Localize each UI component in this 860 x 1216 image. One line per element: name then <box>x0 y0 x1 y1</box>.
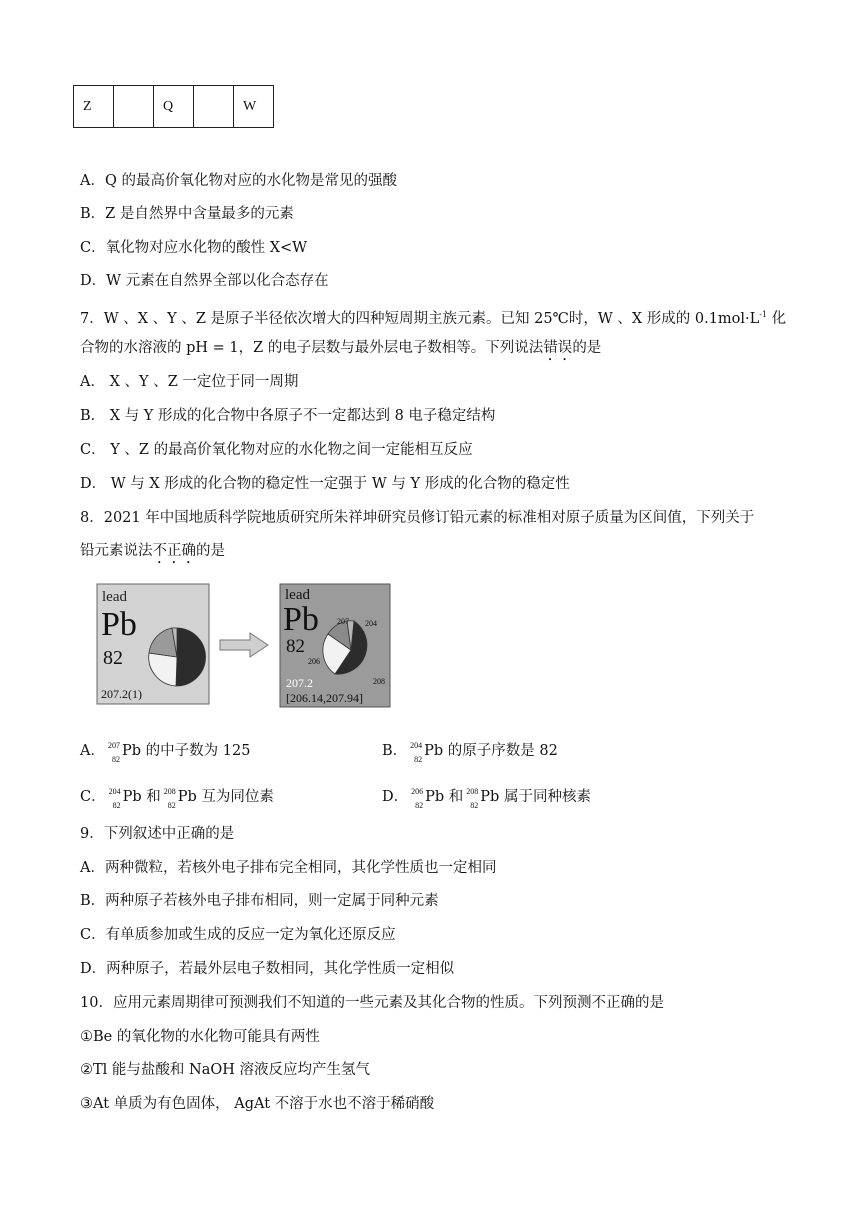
q6-option-d: D．W 元素在自然界全部以化合态存在 <box>80 273 329 289</box>
q8-stem-text: 铅元素说法 <box>80 543 153 559</box>
q7-stem-line1 <box>80 305 786 329</box>
q7-option-d: D． W 与 X 形成的化合物的稳定性一定强于 W 与 Y 形成的化合物的稳定性 <box>80 476 570 492</box>
q9-option-c: C．有单质参加或生成的反应一定为氧化还原反应 <box>80 927 396 943</box>
q8-option-c <box>80 786 274 810</box>
q6-option-a: A．Q 的最高价氧化物对应的水化物是常见的强酸 <box>80 173 397 189</box>
option-letter: D． <box>382 789 409 805</box>
mass-number: 206 <box>411 787 424 796</box>
q7-emphasis: 错误 <box>543 340 573 356</box>
right-card-mass: 207.2 <box>286 676 313 690</box>
atomic-number: 82 <box>470 801 479 810</box>
q7-option-c: C． Y 、Z 的最高价氧化物对应的水化物之间一定能相互反应 <box>80 442 473 458</box>
isotope-notation <box>463 786 479 810</box>
q8-option-a <box>80 740 251 764</box>
q10-item-3: ③At 单质为有色固体， AgAt 不溶于水也不溶于稀硝酸 <box>80 1096 435 1112</box>
isotope-notation <box>106 786 121 810</box>
left-card-name: lead <box>102 589 127 605</box>
mass-number: 208 <box>466 787 479 796</box>
q7-stem-text: 7．W 、X 、Y 、Z 是原子半径依次增大的四种短周期主族元素。已知 25℃时，W 、X 形成的 0.1mol·L <box>80 311 760 327</box>
right-card-symbol: Pb <box>283 601 319 638</box>
q8-emphasis: 不正确 <box>152 543 196 559</box>
q8-stem-line2 <box>80 541 225 567</box>
table-cell-w: W <box>234 86 274 128</box>
left-pie-chart <box>149 628 206 686</box>
option-text: Pb 属于同种核素 <box>480 789 591 805</box>
q7-option-b: B． X 与 Y 形成的化合物中各原子不一定都达到 8 电子稳定结构 <box>80 408 496 424</box>
q10-item-2: ②Tl 能与盐酸和 NaOH 溶液反应均产生氢气 <box>80 1062 370 1078</box>
atomic-number: 82 <box>415 801 424 810</box>
option-letter: C． <box>80 789 106 805</box>
q8-stem-text-end: 的是 <box>196 543 225 559</box>
option-letter: B． <box>382 743 408 759</box>
q7-option-a: A． X 、Y 、Z 一定位于同一周期 <box>80 374 299 390</box>
q8-stem-line1: 8．2021 年中国地质科学院地质研究所朱祥坤研究员修订铅元素的标准相对原子质量为区间值，下列关于 <box>80 510 755 526</box>
lead-element-figure <box>90 578 400 712</box>
right-pie-label-206: 206 <box>308 657 320 666</box>
right-pie-label-208: 208 <box>373 677 385 686</box>
q7-stem-text-end: 化 <box>767 311 787 327</box>
atomic-number: 82 <box>414 755 423 764</box>
left-card-mass: 207.2(1) <box>101 687 142 701</box>
q9-option-d: D．两种原子，若最外层电子数相同，其化学性质一定相似 <box>80 961 455 977</box>
option-text: Pb 的原子序数是 82 <box>424 743 558 759</box>
table-cell-empty <box>114 86 154 128</box>
isotope-notation <box>161 786 176 810</box>
q8-option-d <box>382 786 591 810</box>
mass-number: 204 <box>108 787 121 796</box>
mass-number: 207 <box>107 741 120 750</box>
atomic-number: 82 <box>112 801 121 810</box>
option-text: Pb 的中子数为 125 <box>121 743 251 759</box>
option-text: Pb 和 <box>425 789 464 805</box>
q10-item-1: ①Be 的氧化物的水化物可能具有两性 <box>80 1029 320 1045</box>
right-pie-label-207: 207 <box>337 617 349 626</box>
left-card-number: 82 <box>103 647 123 669</box>
arrow-icon <box>220 633 268 657</box>
table-cell-empty <box>194 86 234 128</box>
q9-option-b: B．两种原子若核外电子排布相同，则一定属于同种元素 <box>80 893 439 909</box>
left-card-symbol: Pb <box>101 606 137 643</box>
q10-stem: 10．应用元素周期律可预测我们不知道的一些元素及其化合物的性质。下列预测不正确的是 <box>80 995 664 1011</box>
mass-number: 208 <box>163 787 176 796</box>
q7-stem-text-end: 的是 <box>572 340 602 356</box>
isotope-notation <box>105 740 120 764</box>
q9-option-a: A．两种微粒，若核外电子排布完全相同，其化学性质也一定相同 <box>80 860 497 876</box>
isotope-notation <box>407 740 423 764</box>
table-cell-z: Z <box>74 86 114 128</box>
q6-option-b: B．Z 是自然界中含量最多的元素 <box>80 206 294 222</box>
q7-stem-text: 合物的水溶液的 pH = 1，Z 的电子层数与最外层电子数相等。下列说法 <box>80 340 544 356</box>
right-card-name: lead <box>285 587 310 603</box>
right-card-number: 82 <box>286 636 305 657</box>
option-text: Pb 互为同位素 <box>177 789 274 805</box>
q6-option-c: C．氧化物对应水化物的酸性 X<W <box>80 240 308 256</box>
atomic-number: 82 <box>167 801 176 810</box>
q9-stem: 9．下列叙述中正确的是 <box>80 826 235 842</box>
q7-stem-sup: -1 <box>759 310 768 319</box>
element-position-table <box>73 85 274 128</box>
table-cell-q: Q <box>154 86 194 128</box>
right-card-interval: [206.14,207.94] <box>286 691 363 705</box>
option-letter: A． <box>80 743 105 759</box>
mass-number: 204 <box>410 741 423 750</box>
q7-stem-line2 <box>80 338 601 364</box>
q8-option-b <box>382 740 558 764</box>
right-pie-label-204: 204 <box>365 619 377 628</box>
isotope-notation <box>408 786 424 810</box>
atomic-number: 82 <box>111 755 120 764</box>
option-text: Pb 和 <box>122 789 161 805</box>
